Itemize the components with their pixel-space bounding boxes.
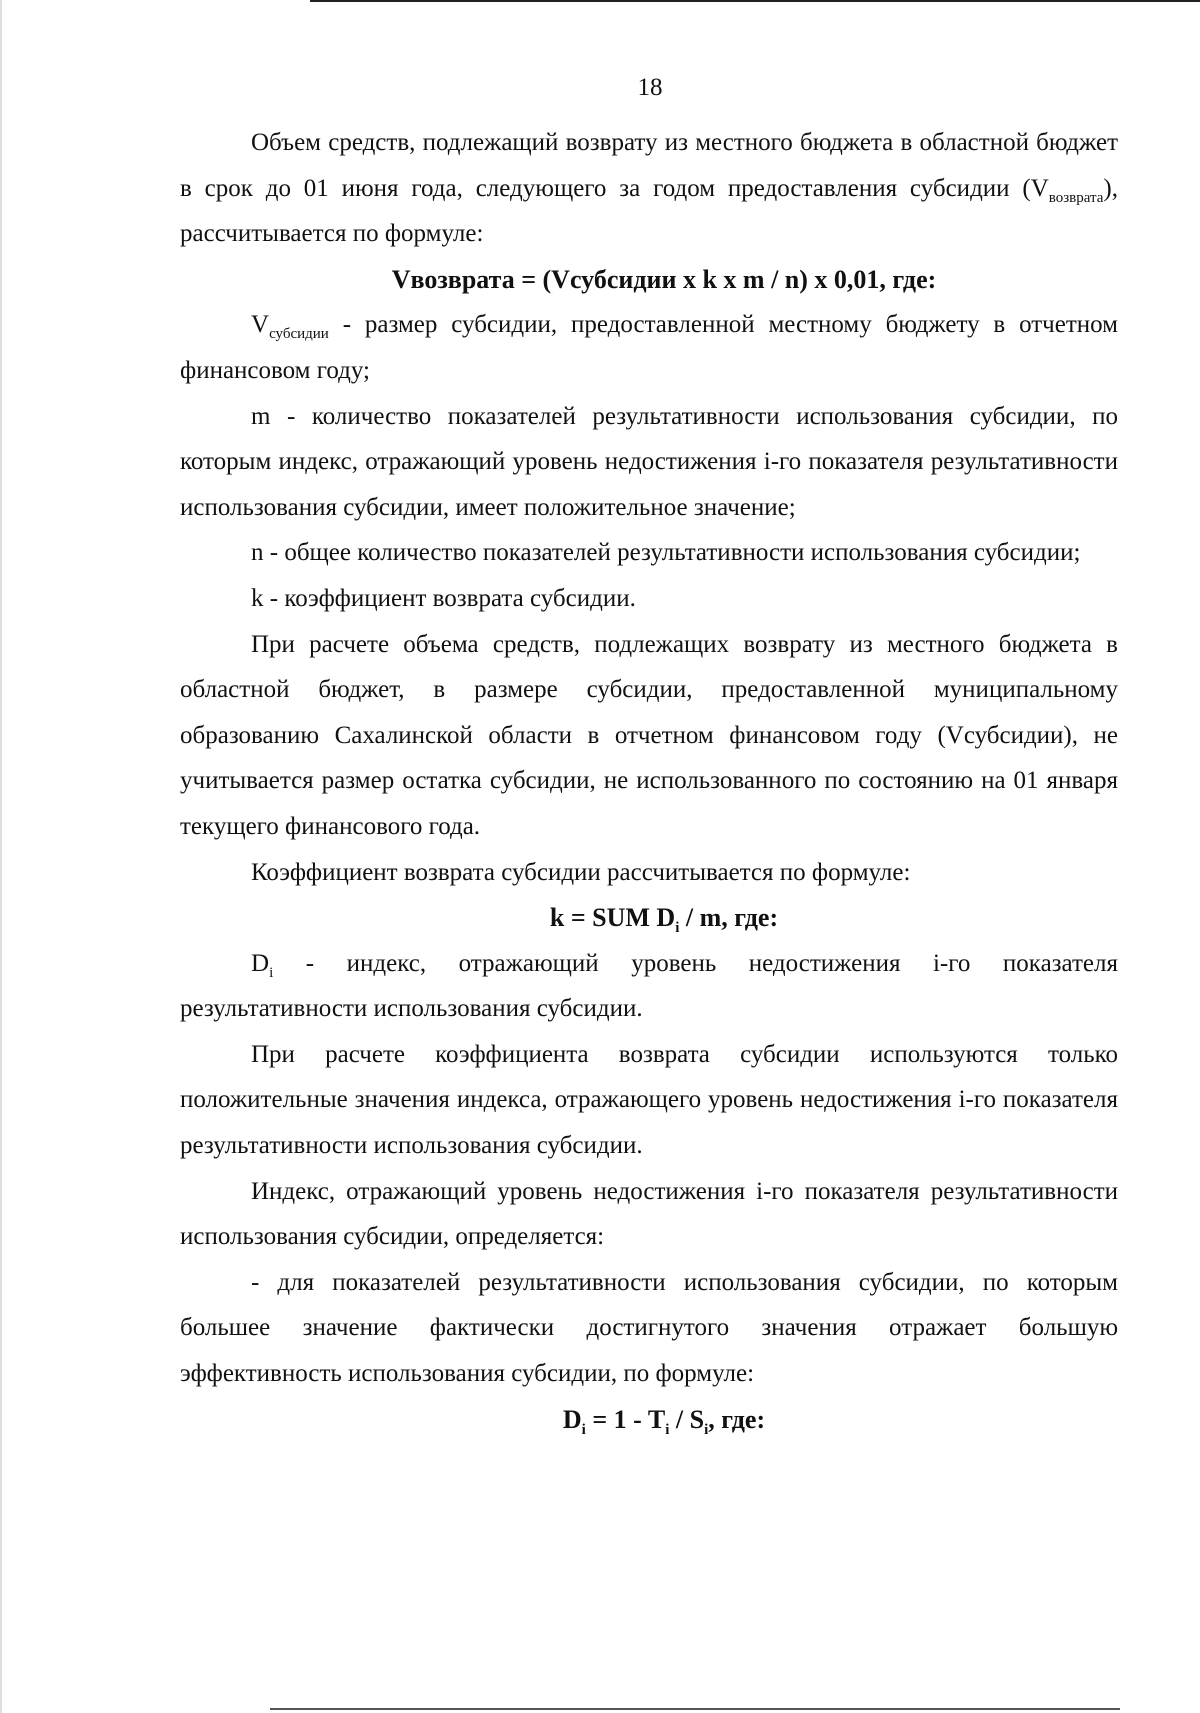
scan-border-bottom	[270, 1708, 1120, 1710]
paragraph: - для показателей результативности использования субсидии, по которым большее значение фактически достигнутого значения отражает большую эффективность использования субсидии, по формуле:	[180, 1268, 1118, 1388]
scan-border-top	[310, 0, 1200, 2]
paragraph: Индекс, отражающий уровень недостижения i-го показателя результативности использования субсидии, определяется:	[180, 1177, 1118, 1251]
paragraph: При расчете объема средств, подлежащих возврату из местного бюджета в областной бюджет, в размере субсидии, предоставленной муниципальному образованию Сахалинской области в отчетном финансовом году (Vсубсидии), не учитывается размер остатка субсидии, не использованного по состоянию на 01 января текущего финансового года.	[180, 630, 1118, 840]
paragraph: При расчете коэффициента возврата субсидии используются только положительные значения индекса, отражающего уровень недостижения i-го показателя результативности использования субсидии.	[180, 1040, 1118, 1160]
paragraph: k - коэффициент возврата субсидии.	[251, 584, 636, 612]
paragraph: m - количество показателей результативности использования субсидии, по которым индекс, отражающий уровень недостижения i-го показателя результативности использования субсидии, имеет положительное значение;	[180, 402, 1118, 521]
paragraph: Коэффициент возврата субсидии рассчитывается по формуле:	[251, 858, 911, 886]
paragraph: Объем средств, подлежащий возврату из местного бюджета в областной бюджет в срок до 01 июня года, следующего за годом предоставления субсидии $(V_{возврата})$, рассчитывается по формуле:	[180, 129, 1118, 248]
scan-border-left	[0, 0, 2, 1713]
paragraph: $V_{субсидии}$ - размер субсидии, предоставленной местному бюджету в отчетном финансовом году;	[180, 311, 1118, 384]
paragraph: $D_i$ - индекс, отражающий уровень недостижения i-го показателя результативности использования субсидии.	[180, 949, 1118, 1023]
formula-return-coefficient: k = SUM $D_i$ / m, где:	[549, 903, 779, 937]
document-body	[180, 120, 1118, 1442]
paragraph: n - общее количество показателей результативности использования субсидии;	[251, 539, 1081, 567]
formula-return-volume: Vвозврата = (Vсубсидии х k х m / n) х 0,01, где:	[391, 264, 937, 294]
page-number: 18	[637, 74, 663, 101]
formula-index: $D_i = 1 - T_i / S_i$, где:	[562, 1404, 766, 1438]
